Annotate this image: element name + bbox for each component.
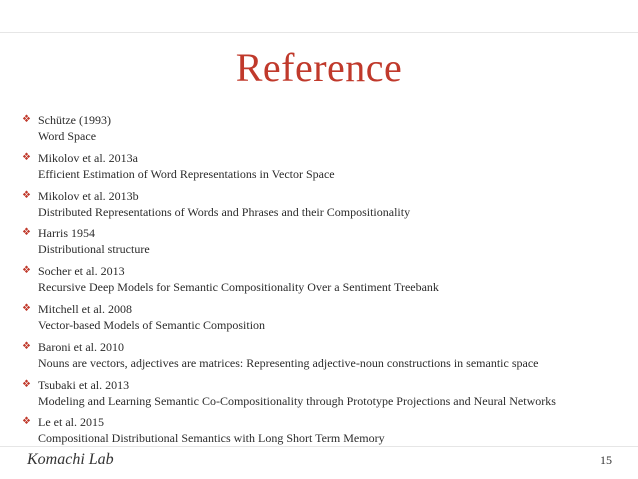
reference-title: Distributed Representations of Words and Phrases and their Compositionality	[38, 204, 411, 219]
reference-title: Word Space	[38, 129, 97, 143]
diamond-bullet-icon: ❖	[22, 189, 31, 201]
diamond-bullet-icon: ❖	[22, 302, 31, 314]
diamond-bullet-icon: ❖	[22, 340, 31, 352]
reference-author: Mitchell et al. 2008	[38, 301, 132, 316]
reference-item	[22, 377, 632, 415]
reference-item	[22, 112, 632, 150]
top-divider	[0, 32, 638, 33]
reference-author: Mikolov et al. 2013b	[38, 188, 139, 203]
diamond-bullet-icon: ❖	[22, 265, 31, 277]
reference-item	[22, 301, 632, 339]
reference-author: Tsubaki et al. 2013	[38, 377, 130, 392]
bottom-divider	[0, 446, 638, 447]
diamond-bullet-icon: ❖	[22, 227, 31, 239]
diamond-bullet-icon: ❖	[22, 114, 31, 125]
page-number: 15	[600, 453, 612, 467]
reference-author: Le et al. 2015	[38, 415, 104, 430]
diamond-bullet-icon: ❖	[22, 378, 31, 390]
reference-item	[22, 150, 632, 188]
reference-author: Socher et al. 2013	[38, 264, 125, 279]
reference-author: Harris 1954	[38, 226, 95, 241]
reference-item	[22, 188, 632, 226]
footer-lab-name: Komachi Lab	[27, 451, 114, 468]
reference-item	[22, 263, 632, 301]
reference-author: Baroni et al. 2010	[38, 339, 124, 354]
reference-author: Schütze (1993)	[38, 113, 111, 127]
reference-item	[22, 339, 632, 377]
reference-title: Vector-based Models of Semantic Composition	[38, 317, 266, 332]
diamond-bullet-icon: ❖	[22, 151, 31, 163]
reference-title: Modeling and Learning Semantic Co-Compositionality through Prototype Projections and Neural Networks	[38, 393, 556, 408]
slide-title: Reference	[235, 45, 403, 90]
reference-item	[22, 225, 632, 263]
reference-list	[22, 112, 632, 452]
reference-title: Nouns are vectors, adjectives are matrices: Representing adjective-noun constructions in semantic space	[38, 355, 539, 370]
reference-title: Recursive Deep Models for Semantic Compositionality Over a Sentiment Treebank	[38, 280, 439, 295]
reference-author: Mikolov et al. 2013a	[38, 150, 138, 165]
diamond-bullet-icon: ❖	[22, 416, 31, 428]
reference-title: Distributional structure	[38, 242, 150, 257]
reference-title: Compositional Distributional Semantics with Long Short Term Memory	[38, 431, 385, 446]
reference-title: Efficient Estimation of Word Representations in Vector Space	[38, 166, 335, 181]
